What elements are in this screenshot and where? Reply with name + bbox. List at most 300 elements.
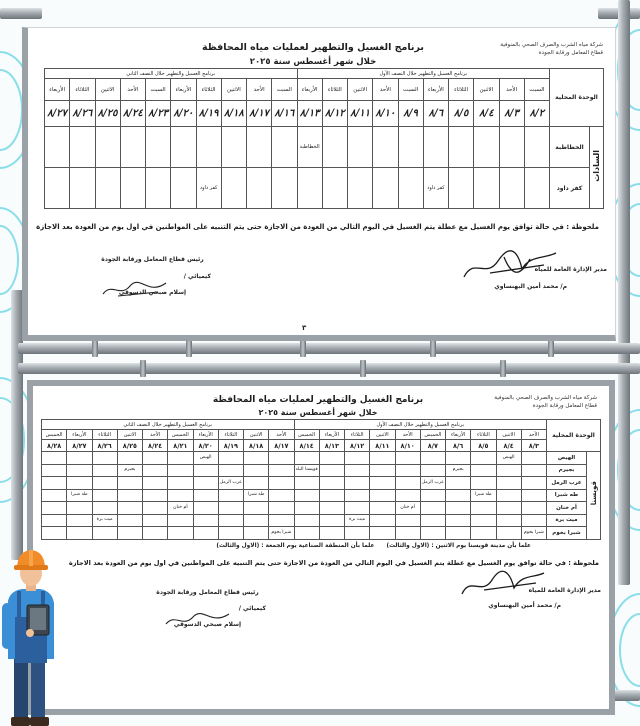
schedule-cell (143, 489, 168, 502)
schedule-cell (395, 527, 420, 540)
day-names-row (42, 430, 601, 440)
locality-row (42, 477, 601, 490)
locality-name: كفر داود (550, 168, 590, 209)
schedule-cell: شبرا بخوم (521, 527, 546, 540)
schedule-cell (244, 514, 269, 527)
locality-name: ميت برة (547, 514, 587, 527)
schedule-cell: قويسنا البلد (294, 464, 319, 477)
day-name: الثلاثاء (218, 430, 243, 440)
schedule-cell (370, 452, 395, 465)
locality-name: الهيص (547, 452, 587, 465)
schedule-cell (70, 168, 95, 209)
day-name: الأحد (247, 79, 272, 101)
schedule-cell (193, 527, 218, 540)
schedule-cell (168, 514, 193, 527)
schedule-cell (272, 127, 297, 168)
schedule-cell (398, 168, 423, 209)
schedule-cell: طه شبرا (471, 489, 496, 502)
center-label: السادات (592, 149, 601, 182)
day-date: ٨/٢٦ (92, 440, 117, 452)
page-number: ٣ (302, 324, 307, 332)
locality-name: شبرا بخوم (547, 527, 587, 540)
day-date: ٨/٢٤ (120, 101, 145, 127)
schedule-cell (370, 464, 395, 477)
schedule-cell: ميت برة (92, 514, 117, 527)
schedule-cell (193, 489, 218, 502)
day-name: الأربعاء (193, 430, 218, 440)
schedule-cell (471, 452, 496, 465)
schedule-cell (42, 464, 67, 477)
schedule-cell (221, 168, 246, 209)
schedule-cell (67, 452, 92, 465)
signer-title: مدير الإدارة العامة للمياه (528, 587, 601, 594)
schedule-cell (420, 464, 445, 477)
schedule-cell (524, 168, 549, 209)
day-name: الاثنين (370, 430, 395, 440)
locality-name: بجيرم (547, 464, 587, 477)
schedule-cell (92, 464, 117, 477)
schedule-cell: أم خنان (168, 502, 193, 515)
pipe-flange (500, 360, 506, 377)
schedule-cell (521, 502, 546, 515)
locality-name: أم خنان (547, 502, 587, 515)
schedule-cell (244, 477, 269, 490)
day-name: الاثنين (496, 430, 521, 440)
day-name: الأحد (373, 79, 398, 101)
schedule-cell (398, 127, 423, 168)
signature-scribble (163, 610, 233, 630)
schedule-cell (269, 514, 294, 527)
footnote: ملحوظة : في حالة توافق يوم الغسيل مع عطلة يتم الغسيل في اليوم التالي من العودة من الاجازة حتى يتم التنبيه على المواطنين في اول يوم من العودة بعد الاجازة (68, 559, 599, 567)
schedule-cell (294, 527, 319, 540)
org-name: شركة مياه الشرب والصرف الصحي بالمنوفية (494, 395, 597, 401)
locality-row (42, 514, 601, 527)
day-name: الأربعاء (45, 79, 70, 101)
schedule-cell (244, 527, 269, 540)
schedule-cell (345, 464, 370, 477)
schedule-cell (42, 477, 67, 490)
day-name: الثلاثاء (70, 79, 95, 101)
schedule-cell (474, 168, 499, 209)
pipe (18, 343, 640, 354)
schedule-cell (471, 464, 496, 477)
schedule-cell (474, 127, 499, 168)
dates-row (45, 101, 604, 127)
schedule-cell (269, 502, 294, 515)
schedule-cell: طه شبرا (244, 489, 269, 502)
worker-illustration (0, 545, 62, 726)
schedule-cell (92, 502, 117, 515)
day-name: الثلاثاء (196, 79, 221, 101)
schedule-cell (297, 168, 322, 209)
schedule-cell (420, 527, 445, 540)
schedule-cell (446, 452, 471, 465)
signature-scribble (460, 247, 560, 283)
day-date: ٨/١٠ (373, 101, 398, 127)
signer-role: كيميائي / (183, 273, 211, 280)
day-name: الأحد (120, 79, 145, 101)
title-block (183, 395, 453, 417)
schedule-cell (269, 477, 294, 490)
day-date: ٨/١٩ (196, 101, 221, 127)
signer-name: م/ محمد أمين البهنساوي (488, 602, 561, 609)
org-sector: قطاع المعامل ورقابة الجودة (538, 50, 603, 56)
day-date: ٨/١٨ (244, 440, 269, 452)
schedule-cell (168, 527, 193, 540)
locality-row (42, 464, 601, 477)
footnote: ملحوظة : في حالة توافق يوم الغسيل مع عطلة يتم الغسيل في اليوم التالي من العودة من الاجازة حتى يتم التنبيه على المواطنين في اول يوم من العودة بعد الاجازة (36, 223, 599, 231)
schedule-cell (67, 477, 92, 490)
schedule-cell (345, 489, 370, 502)
day-name: الاثنين (95, 79, 120, 101)
day-date: ٨/٣ (521, 440, 546, 452)
schedule-cell: عرب الرمل (218, 477, 243, 490)
schedule-cell (269, 489, 294, 502)
schedule-document-top (22, 27, 616, 341)
day-name: السبت (524, 79, 549, 101)
schedule-table (44, 68, 604, 209)
remark: علما بأن المنطقة الصناعية يوم الجمعة : (الاول والثالث) (216, 543, 375, 549)
day-name: الاثنين (348, 79, 373, 101)
schedule-cell (45, 127, 70, 168)
day-date: ٨/٥ (471, 440, 496, 452)
day-date: ٨/٦ (446, 440, 471, 452)
schedule-cell (244, 502, 269, 515)
day-name: السبت (272, 79, 297, 101)
center-label-cell (590, 127, 604, 209)
schedule-cell (449, 127, 474, 168)
schedule-cell (524, 127, 549, 168)
schedule-cell (117, 452, 142, 465)
schedule-cell (67, 502, 92, 515)
schedule-cell (322, 168, 347, 209)
day-name: الخميس (42, 430, 67, 440)
signature-scribble (458, 568, 548, 600)
pipe-flange (92, 340, 98, 357)
schedule-cell (42, 502, 67, 515)
pipe-flange (300, 340, 306, 357)
schedule-cell (395, 452, 420, 465)
day-date: ٨/٢٥ (95, 101, 120, 127)
schedule-cell (117, 527, 142, 540)
schedule-cell (294, 502, 319, 515)
document-title: برنامج الغسيل والتطهير لعمليات مياه المحافظة (202, 42, 424, 53)
schedule-cell (221, 127, 246, 168)
schedule-cell: عرب الرمل (420, 477, 445, 490)
schedule-document-bottom (27, 380, 615, 715)
day-date: ٨/٢٤ (143, 440, 168, 452)
day-name: الاثنين (244, 430, 269, 440)
pipe-flange (140, 360, 146, 377)
signer-name: إسلام صبحي الدسوقي (118, 289, 187, 296)
schedule-cell (420, 489, 445, 502)
day-date: ٨/١٢ (345, 440, 370, 452)
half-header-row (42, 420, 601, 430)
schedule-cell (143, 464, 168, 477)
schedule-cell (370, 527, 395, 540)
schedule-cell (319, 502, 344, 515)
remark: علما بأن مدينة قويسنا يوم الاثنين : (الاول والثالث) (386, 543, 531, 549)
schedule-cell (521, 464, 546, 477)
first-half-header: برنامج الغسيل والتطهير خلال النصف الأول (294, 420, 547, 430)
day-name: الأحد (269, 430, 294, 440)
schedule-cell (193, 514, 218, 527)
day-date: ٨/٥ (449, 101, 474, 127)
day-date: ٨/٣ (499, 101, 524, 127)
locality-name: الخطاطبة (550, 127, 590, 168)
day-date: ٨/١٩ (218, 440, 243, 452)
schedule-cell (370, 514, 395, 527)
day-date: ٨/٢ (524, 101, 549, 127)
schedule-cell (496, 464, 521, 477)
schedule-cell (218, 514, 243, 527)
signer-title: رئيس قطاع المعامل ورقابة الجودة (101, 256, 204, 263)
schedule-cell (420, 502, 445, 515)
schedule-cell: الهيص (193, 452, 218, 465)
day-name: الأحد (499, 79, 524, 101)
day-name: الثلاثاء (345, 430, 370, 440)
pipe-flange (360, 360, 366, 377)
day-date: ٨/٦ (423, 101, 448, 127)
schedule-cell (294, 452, 319, 465)
schedule-cell (521, 489, 546, 502)
schedule-cell (117, 477, 142, 490)
schedule-cell (395, 514, 420, 527)
schedule-cell (146, 127, 171, 168)
schedule-cell (92, 452, 117, 465)
schedule-cell: الخطاطبة (297, 127, 322, 168)
schedule-cell (370, 489, 395, 502)
organization-header (447, 394, 597, 410)
locality-name: عرب الرمل (547, 477, 587, 490)
schedule-cell (218, 452, 243, 465)
schedule-cell (370, 502, 395, 515)
schedule-cell: شبرا بخوم (269, 527, 294, 540)
first-half-header: برنامج الغسيل والتطهير خلال النصف الأول (297, 69, 550, 79)
schedule-cell (168, 477, 193, 490)
schedule-cell (247, 168, 272, 209)
day-date: ٨/١٢ (322, 101, 347, 127)
pipe-flange (430, 340, 436, 357)
day-date: ٨/٢٧ (67, 440, 92, 452)
signer-name: إسلام صبحي الدسوقي (173, 621, 242, 628)
schedule-cell (218, 464, 243, 477)
schedule-cell (42, 489, 67, 502)
schedule-cell (319, 527, 344, 540)
day-name: السبت (398, 79, 423, 101)
schedule-cell (272, 168, 297, 209)
schedule-cell (168, 452, 193, 465)
schedule-cell (120, 127, 145, 168)
signer-title: رئيس قطاع المعامل ورقابة الجودة (156, 589, 259, 596)
schedule-cell: كفر داود (423, 168, 448, 209)
schedule-cell (117, 502, 142, 515)
schedule-cell (446, 514, 471, 527)
day-names-row (45, 79, 604, 101)
schedule-cell (499, 168, 524, 209)
schedule-cell (218, 502, 243, 515)
schedule-remarks (216, 543, 531, 549)
day-name: السبت (146, 79, 171, 101)
schedule-cell: بجيرم (117, 464, 142, 477)
schedule-cell (143, 527, 168, 540)
schedule-cell (345, 452, 370, 465)
schedule-cell (244, 464, 269, 477)
day-date: ٨/٧ (420, 440, 445, 452)
schedule-cell (269, 452, 294, 465)
schedule-cell (395, 464, 420, 477)
day-name: الأحد (143, 430, 168, 440)
day-name: الأحد (395, 430, 420, 440)
schedule-cell (42, 514, 67, 527)
schedule-cell (348, 127, 373, 168)
schedule-cell (423, 127, 448, 168)
schedule-cell (67, 527, 92, 540)
signer-role: كيميائي / (238, 605, 266, 612)
schedule-cell (92, 489, 117, 502)
schedule-cell (45, 168, 70, 209)
day-date: ٨/١١ (370, 440, 395, 452)
day-name: الخميس (168, 430, 193, 440)
unit-header: الوحدة المحلية (547, 420, 601, 452)
locality-row (45, 168, 604, 209)
schedule-cell (521, 477, 546, 490)
organization-header (453, 41, 603, 57)
schedule-cell (171, 168, 196, 209)
org-sector: قطاع المعامل ورقابة الجودة (532, 403, 597, 409)
locality-row (42, 527, 601, 540)
schedule-cell (373, 127, 398, 168)
document-subtitle: خلال شهر أغسطس سنة ٢٠٢٥ (249, 57, 377, 67)
day-date: ٨/١٣ (319, 440, 344, 452)
schedule-cell (420, 452, 445, 465)
day-date: ٨/٢٥ (117, 440, 142, 452)
schedule-cell (42, 527, 67, 540)
locality-name: طه شبرا (547, 489, 587, 502)
schedule-cell (247, 127, 272, 168)
schedule-cell (67, 464, 92, 477)
document-title: برنامج الغسيل والتطهير لعمليات مياه المحافظة (212, 395, 424, 405)
day-name: الاثنين (474, 79, 499, 101)
schedule-cell (294, 514, 319, 527)
schedule-cell (449, 168, 474, 209)
day-date: ٨/١٨ (221, 101, 246, 127)
day-date: ٨/٢٧ (45, 101, 70, 127)
day-name: الأربعاء (297, 79, 322, 101)
schedule-cell (143, 514, 168, 527)
pipe-flange (548, 340, 554, 357)
day-name: الثلاثاء (92, 430, 117, 440)
day-date: ٨/١٤ (294, 440, 319, 452)
day-date: ٨/٩ (398, 101, 423, 127)
signer-name: م/ محمد أمين البهنساوي (494, 283, 567, 290)
schedule-cell (471, 514, 496, 527)
schedule-cell (294, 489, 319, 502)
schedule-cell (446, 502, 471, 515)
schedule-cell: ميت برة (345, 514, 370, 527)
schedule-cell (95, 127, 120, 168)
day-date: ٨/١٧ (247, 101, 272, 127)
schedule-cell (322, 127, 347, 168)
day-date: ٨/٢٨ (42, 440, 67, 452)
locality-row (42, 489, 601, 502)
day-date: ٨/٢٠ (193, 440, 218, 452)
schedule-cell (521, 452, 546, 465)
day-name: الخميس (420, 430, 445, 440)
day-name: الأربعاء (319, 430, 344, 440)
schedule-cell (244, 452, 269, 465)
schedule-cell (319, 514, 344, 527)
pipe (0, 8, 42, 19)
schedule-cell (471, 502, 496, 515)
schedule-cell (168, 489, 193, 502)
center-label: قويسنا (589, 481, 598, 506)
schedule-cell (496, 527, 521, 540)
schedule-cell: الهيص (496, 452, 521, 465)
center-label-cell (587, 452, 601, 540)
schedule-cell (193, 502, 218, 515)
schedule-cell (117, 514, 142, 527)
schedule-cell (193, 477, 218, 490)
schedule-cell: بجيرم (446, 464, 471, 477)
schedule-cell (345, 502, 370, 515)
pipe (618, 0, 630, 585)
day-date: ٨/١٠ (395, 440, 420, 452)
day-name: الأربعاء (171, 79, 196, 101)
unit-header: الوحدة المحلية (550, 69, 604, 127)
schedule-cell (319, 489, 344, 502)
schedule-cell (319, 477, 344, 490)
day-name: الأربعاء (446, 430, 471, 440)
schedule-cell (70, 127, 95, 168)
schedule-cell (193, 464, 218, 477)
day-name: الثلاثاء (322, 79, 347, 101)
signer-title: مدير الإدارة العامة للمياه (534, 266, 607, 273)
schedule-cell (143, 502, 168, 515)
schedule-cell (171, 127, 196, 168)
schedule-cell (420, 514, 445, 527)
day-date: ٨/٤ (474, 101, 499, 127)
schedule-cell (168, 464, 193, 477)
second-half-header: برنامج الغسيل والتطهير خلال النصف الثاني (45, 69, 298, 79)
day-date: ٨/١٧ (269, 440, 294, 452)
schedule-cell: طه شبرا (67, 489, 92, 502)
schedule-cell (319, 452, 344, 465)
schedule-cell (496, 477, 521, 490)
day-name: الأربعاء (423, 79, 448, 101)
schedule-cell (446, 489, 471, 502)
locality-row (45, 127, 604, 168)
schedule-cell (395, 489, 420, 502)
day-date: ٨/٢٣ (146, 101, 171, 127)
schedule-cell (496, 514, 521, 527)
day-name: الخميس (294, 430, 319, 440)
second-half-header: برنامج الغسيل والتطهير خلال النصف الثاني (42, 420, 295, 430)
schedule-cell: أم خنان (395, 502, 420, 515)
schedule-cell (146, 168, 171, 209)
schedule-cell (370, 477, 395, 490)
day-name: الثلاثاء (449, 79, 474, 101)
signature-scribble (100, 278, 170, 300)
locality-row (42, 452, 601, 465)
schedule-cell (496, 489, 521, 502)
schedule-cell (496, 502, 521, 515)
schedule-cell (345, 477, 370, 490)
day-date: ٨/٢٠ (171, 101, 196, 127)
pipe-flange (186, 340, 192, 357)
schedule-cell (348, 168, 373, 209)
schedule-cell (319, 464, 344, 477)
